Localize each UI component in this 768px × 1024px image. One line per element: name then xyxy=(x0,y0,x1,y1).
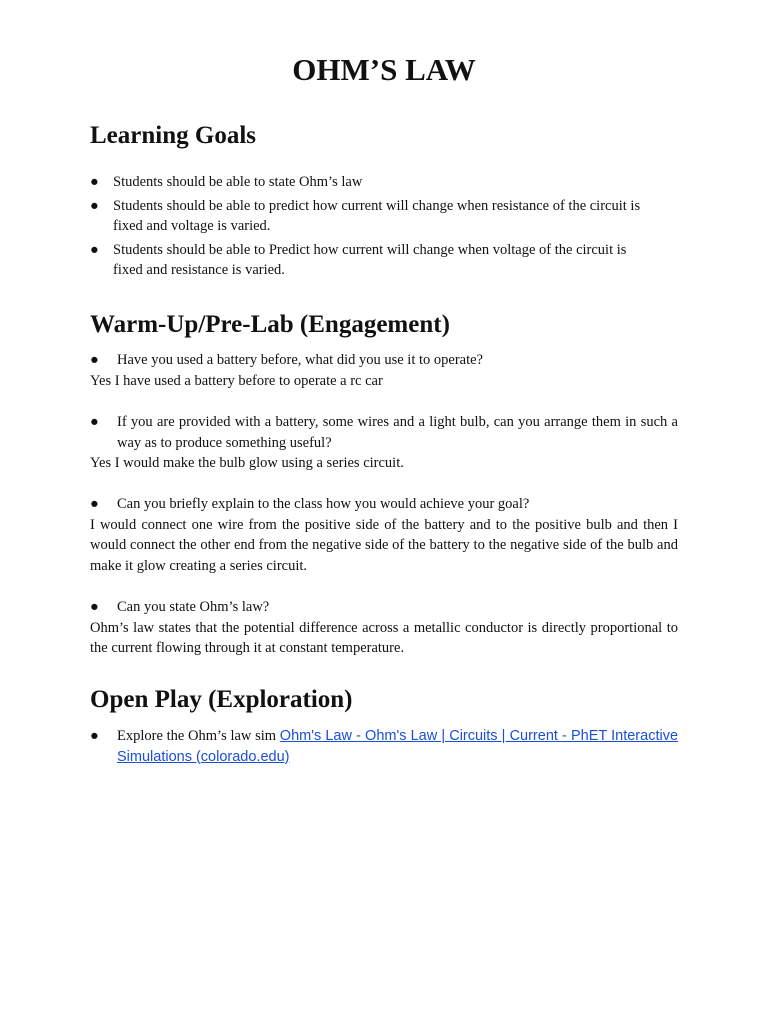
bullet-icon: ● xyxy=(90,174,99,190)
warmup-qa-2 xyxy=(90,412,678,474)
bullet-icon: ● xyxy=(90,414,99,430)
bullet-icon: ● xyxy=(90,352,99,368)
question xyxy=(90,597,678,618)
question-text: Have you used a battery before, what did you use it to operate? xyxy=(117,352,483,368)
warmup-qa-1 xyxy=(90,350,678,391)
question-text: Can you state Ohm’s law? xyxy=(117,599,270,615)
list-item xyxy=(90,240,650,280)
answer-text: Yes I would make the bulb glow using a series circuit. xyxy=(90,455,404,471)
question xyxy=(90,494,678,515)
bullet-icon: ● xyxy=(90,599,99,615)
answer-text: Ohm’s law states that the potential difference across a metallic conductor is directly proportional to the current flowing through it at constant temperature. xyxy=(90,619,678,656)
bullet-icon: ● xyxy=(90,198,99,214)
learning-goals-heading: Learning Goals xyxy=(90,122,256,149)
open-play-item xyxy=(90,726,678,767)
question xyxy=(90,412,678,453)
goal-text: Students should be able to predict how current will change when resistance of the circuit is fixed and voltage is varied. xyxy=(113,198,641,234)
bullet-icon: ● xyxy=(90,496,99,512)
goal-text: Students should be able to Predict how current will change when voltage of the circuit is fixed and resistance is varied. xyxy=(113,242,627,278)
warmup-heading: Warm-Up/Pre-Lab (Engagement) xyxy=(90,311,450,338)
list-item xyxy=(90,172,650,192)
page-title: OHM’S LAW xyxy=(292,52,476,87)
question-text: If you are provided with a battery, some wires and a light bulb, can you arrange them in such a way as to produce something useful? xyxy=(117,414,678,451)
learning-goals-list xyxy=(90,172,650,284)
open-play-text: Explore the Ohm’s law sim xyxy=(117,728,277,744)
question xyxy=(90,350,678,371)
open-play-heading: Open Play (Exploration) xyxy=(90,686,353,713)
phet-sim-link[interactable]: Ohm's Law - Ohm's Law | Circuits | Current - PhET Interactive Simulations (colorado.edu) xyxy=(117,728,679,765)
question-text: Can you briefly explain to the class how you would achieve your goal? xyxy=(117,496,530,512)
warmup-qa-4 xyxy=(90,597,678,659)
warmup-qa-3 xyxy=(90,494,678,576)
answer-text: I would connect one wire from the positive side of the battery and to the positive bulb and then I would connect the other end from the negative side of the battery to the negative side of the bulb and make it glow creating a series circuit. xyxy=(90,516,678,574)
bullet-icon: ● xyxy=(90,728,99,744)
goal-text: Students should be able to state Ohm’s law xyxy=(113,174,363,190)
list-item xyxy=(90,196,650,236)
bullet-icon: ● xyxy=(90,242,99,258)
answer-text: Yes I have used a battery before to operate a rc car xyxy=(90,372,383,389)
list-item xyxy=(90,726,678,767)
